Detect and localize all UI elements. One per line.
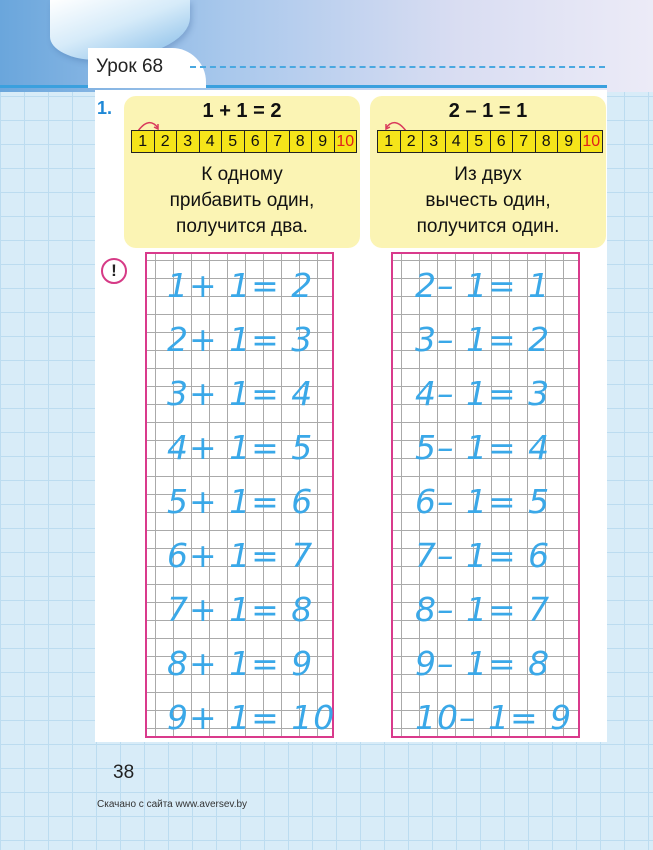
- addition-line: 3+ 1= 4: [167, 374, 314, 413]
- number-line-cell: 8: [290, 131, 313, 152]
- subtraction-line: 5– 1= 4: [415, 428, 551, 467]
- number-line-cell: 4: [446, 131, 469, 152]
- number-line-cell: 9: [558, 131, 581, 152]
- number-line: [131, 130, 357, 153]
- number-line-cell: 7: [513, 131, 536, 152]
- addition-rule-card: [124, 96, 360, 248]
- subtraction-worksheet-grid: [391, 252, 580, 738]
- rule-text: [124, 162, 360, 240]
- number-line-cell: 1: [378, 131, 401, 152]
- addition-line: 8+ 1= 9: [167, 644, 314, 683]
- number-line-cell: 2: [401, 131, 424, 152]
- number-line-cell: 5: [468, 131, 491, 152]
- rule-text: [370, 162, 606, 240]
- attention-icon: !: [101, 258, 127, 284]
- header-dashed-line: [190, 66, 605, 68]
- number-line-cell: 4: [200, 131, 223, 152]
- number-line-cell: 6: [491, 131, 514, 152]
- number-line: [377, 130, 603, 153]
- number-line-cell: 1: [132, 131, 155, 152]
- subtraction-line: 7– 1= 6: [415, 536, 551, 575]
- rule-line: К одному: [201, 164, 283, 185]
- number-line-cell: 5: [222, 131, 245, 152]
- subtraction-line: 3– 1= 2: [415, 320, 551, 359]
- subtraction-line: 2– 1= 1: [415, 266, 551, 305]
- lesson-title: Урок 68: [96, 56, 164, 77]
- rule-line: получится один.: [416, 216, 560, 237]
- card-equation: 1 + 1 = 2: [202, 100, 282, 122]
- number-line-cell: 2: [155, 131, 178, 152]
- subtraction-line: 9– 1= 8: [415, 644, 551, 683]
- addition-line: 5+ 1= 6: [167, 482, 314, 521]
- exercise-number: 1.: [97, 98, 113, 118]
- rule-line: Из двух: [454, 164, 522, 185]
- addition-line: 9+ 1= 10: [167, 698, 336, 737]
- number-line-cell: 10: [336, 133, 355, 150]
- subtraction-line: 6– 1= 5: [415, 482, 551, 521]
- subtraction-line: 10– 1= 9: [415, 698, 573, 737]
- addition-line: 6+ 1= 7: [167, 536, 314, 575]
- subtraction-line: 4– 1= 3: [415, 374, 551, 413]
- number-line-cell: 8: [536, 131, 559, 152]
- addition-line: 2+ 1= 3: [167, 320, 314, 359]
- number-line-cell: 10: [582, 133, 601, 150]
- rule-line: вычесть один,: [425, 190, 551, 211]
- number-line-cell: 9: [312, 131, 335, 152]
- page-number: 38: [113, 762, 135, 783]
- addition-line: 4+ 1= 5: [167, 428, 314, 467]
- subtraction-rule-card: [370, 96, 606, 248]
- subtraction-line: 8– 1= 7: [415, 590, 551, 629]
- addition-worksheet-grid: [145, 252, 334, 738]
- source-note: Скачано с сайта www.aversev.by: [97, 799, 248, 810]
- number-line-cell: 7: [267, 131, 290, 152]
- number-line-cell: 3: [177, 131, 200, 152]
- number-line-cell: 3: [423, 131, 446, 152]
- rule-line: прибавить один,: [169, 190, 315, 211]
- card-equation: 2 – 1 = 1: [448, 100, 528, 122]
- rule-line: получится два.: [176, 216, 308, 237]
- addition-line: 7+ 1= 8: [167, 590, 314, 629]
- number-line-cell: 6: [245, 131, 268, 152]
- addition-line: 1+ 1= 2: [167, 266, 314, 305]
